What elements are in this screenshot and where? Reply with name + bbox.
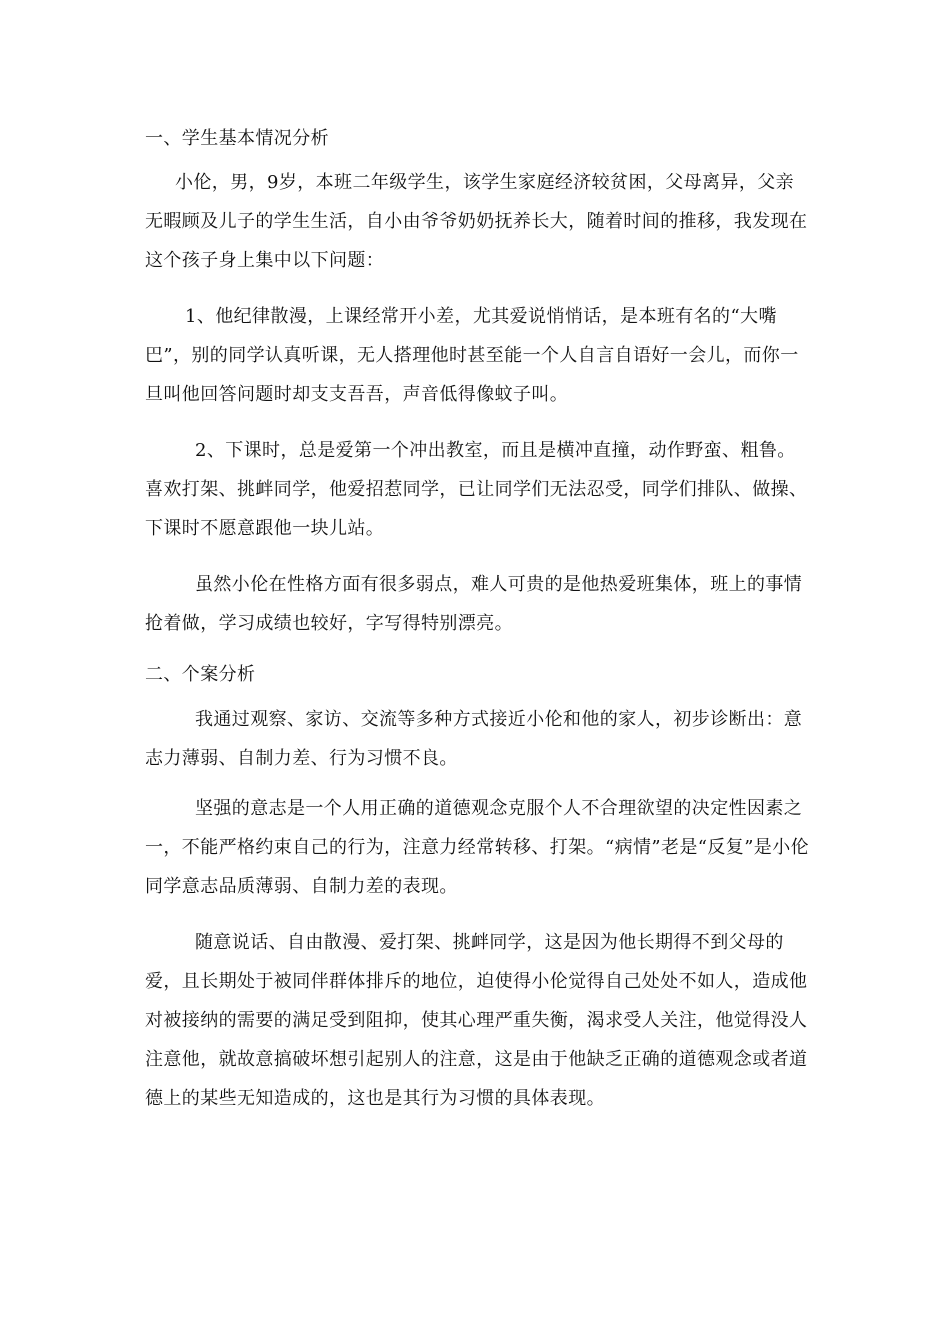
paragraph-behavior-cause: 随意说话、自由散漫、爱打架、挑衅同学，这是因为他长期得不到父母的爱，且长期处于被同伴群体排斥的地位，迫使得小伦觉得自己处处不如人，造成他对被接纳的需要的满足受到阻抑，使其心理严重失衡，渴求受人关注，他觉得没人注意他，就故意搞破坏想引起别人的注意，这是由于他缺乏正确的道德观念或者道德上的某些无知造成的，这也是其行为习惯的具体表现。 [145, 932, 808, 1109]
paragraph-problem-1: 1、他纪律散漫，上课经常开小差，尤其爱说悄悄话，是本班有名的“大嘴巴”，别的同学认真听课，无人搭理他时甚至能一个人自言自语好一会儿，而你一旦叫他回答问题时却支支吾吾，声音低得像蚊子叫。 [145, 306, 799, 405]
paragraph-problem-2: 2、下课时，总是爱第一个冲出教室，而且是横冲直撞，动作野蛮、粗鲁。喜欢打架、挑衅同学，他爱招惹同学，已让同学们无法忍受，同学们排队、做操、下课时不愿意跟他一块儿站。 [145, 440, 808, 539]
paragraph-strengths: 虽然小伦在性格方面有很多弱点，难人可贵的是他热爱班集体，班上的事情抢着做，学习成绩也较好，字写得特别漂亮。 [145, 574, 803, 634]
section-heading-student-situation: 一、学生基本情况分析 [145, 128, 329, 149]
paragraph-diagnosis: 我通过观察、家访、交流等多种方式接近小伦和他的家人，初步诊断出：意志力薄弱、自制力差、行为习惯不良。 [145, 709, 803, 769]
paragraph-student-intro: 小伦，男，9岁，本班二年级学生，该学生家庭经济较贫困，父母离异，父亲无暇顾及儿子的学生生活，自小由爷爷奶奶抚养长大，随着时间的推移，我发现在这个孩子身上集中以下问题： [145, 172, 808, 271]
section-heading-case-analysis: 二、个案分析 [145, 664, 256, 685]
paragraph-willpower: 坚强的意志是一个人用正确的道德观念克服个人不合理欲望的决定性因素之一，不能严格约束自己的行为，注意力经常转移、打架。“病情”老是“反复”是小伦同学意志品质薄弱、自制力差的表现。 [145, 798, 810, 897]
